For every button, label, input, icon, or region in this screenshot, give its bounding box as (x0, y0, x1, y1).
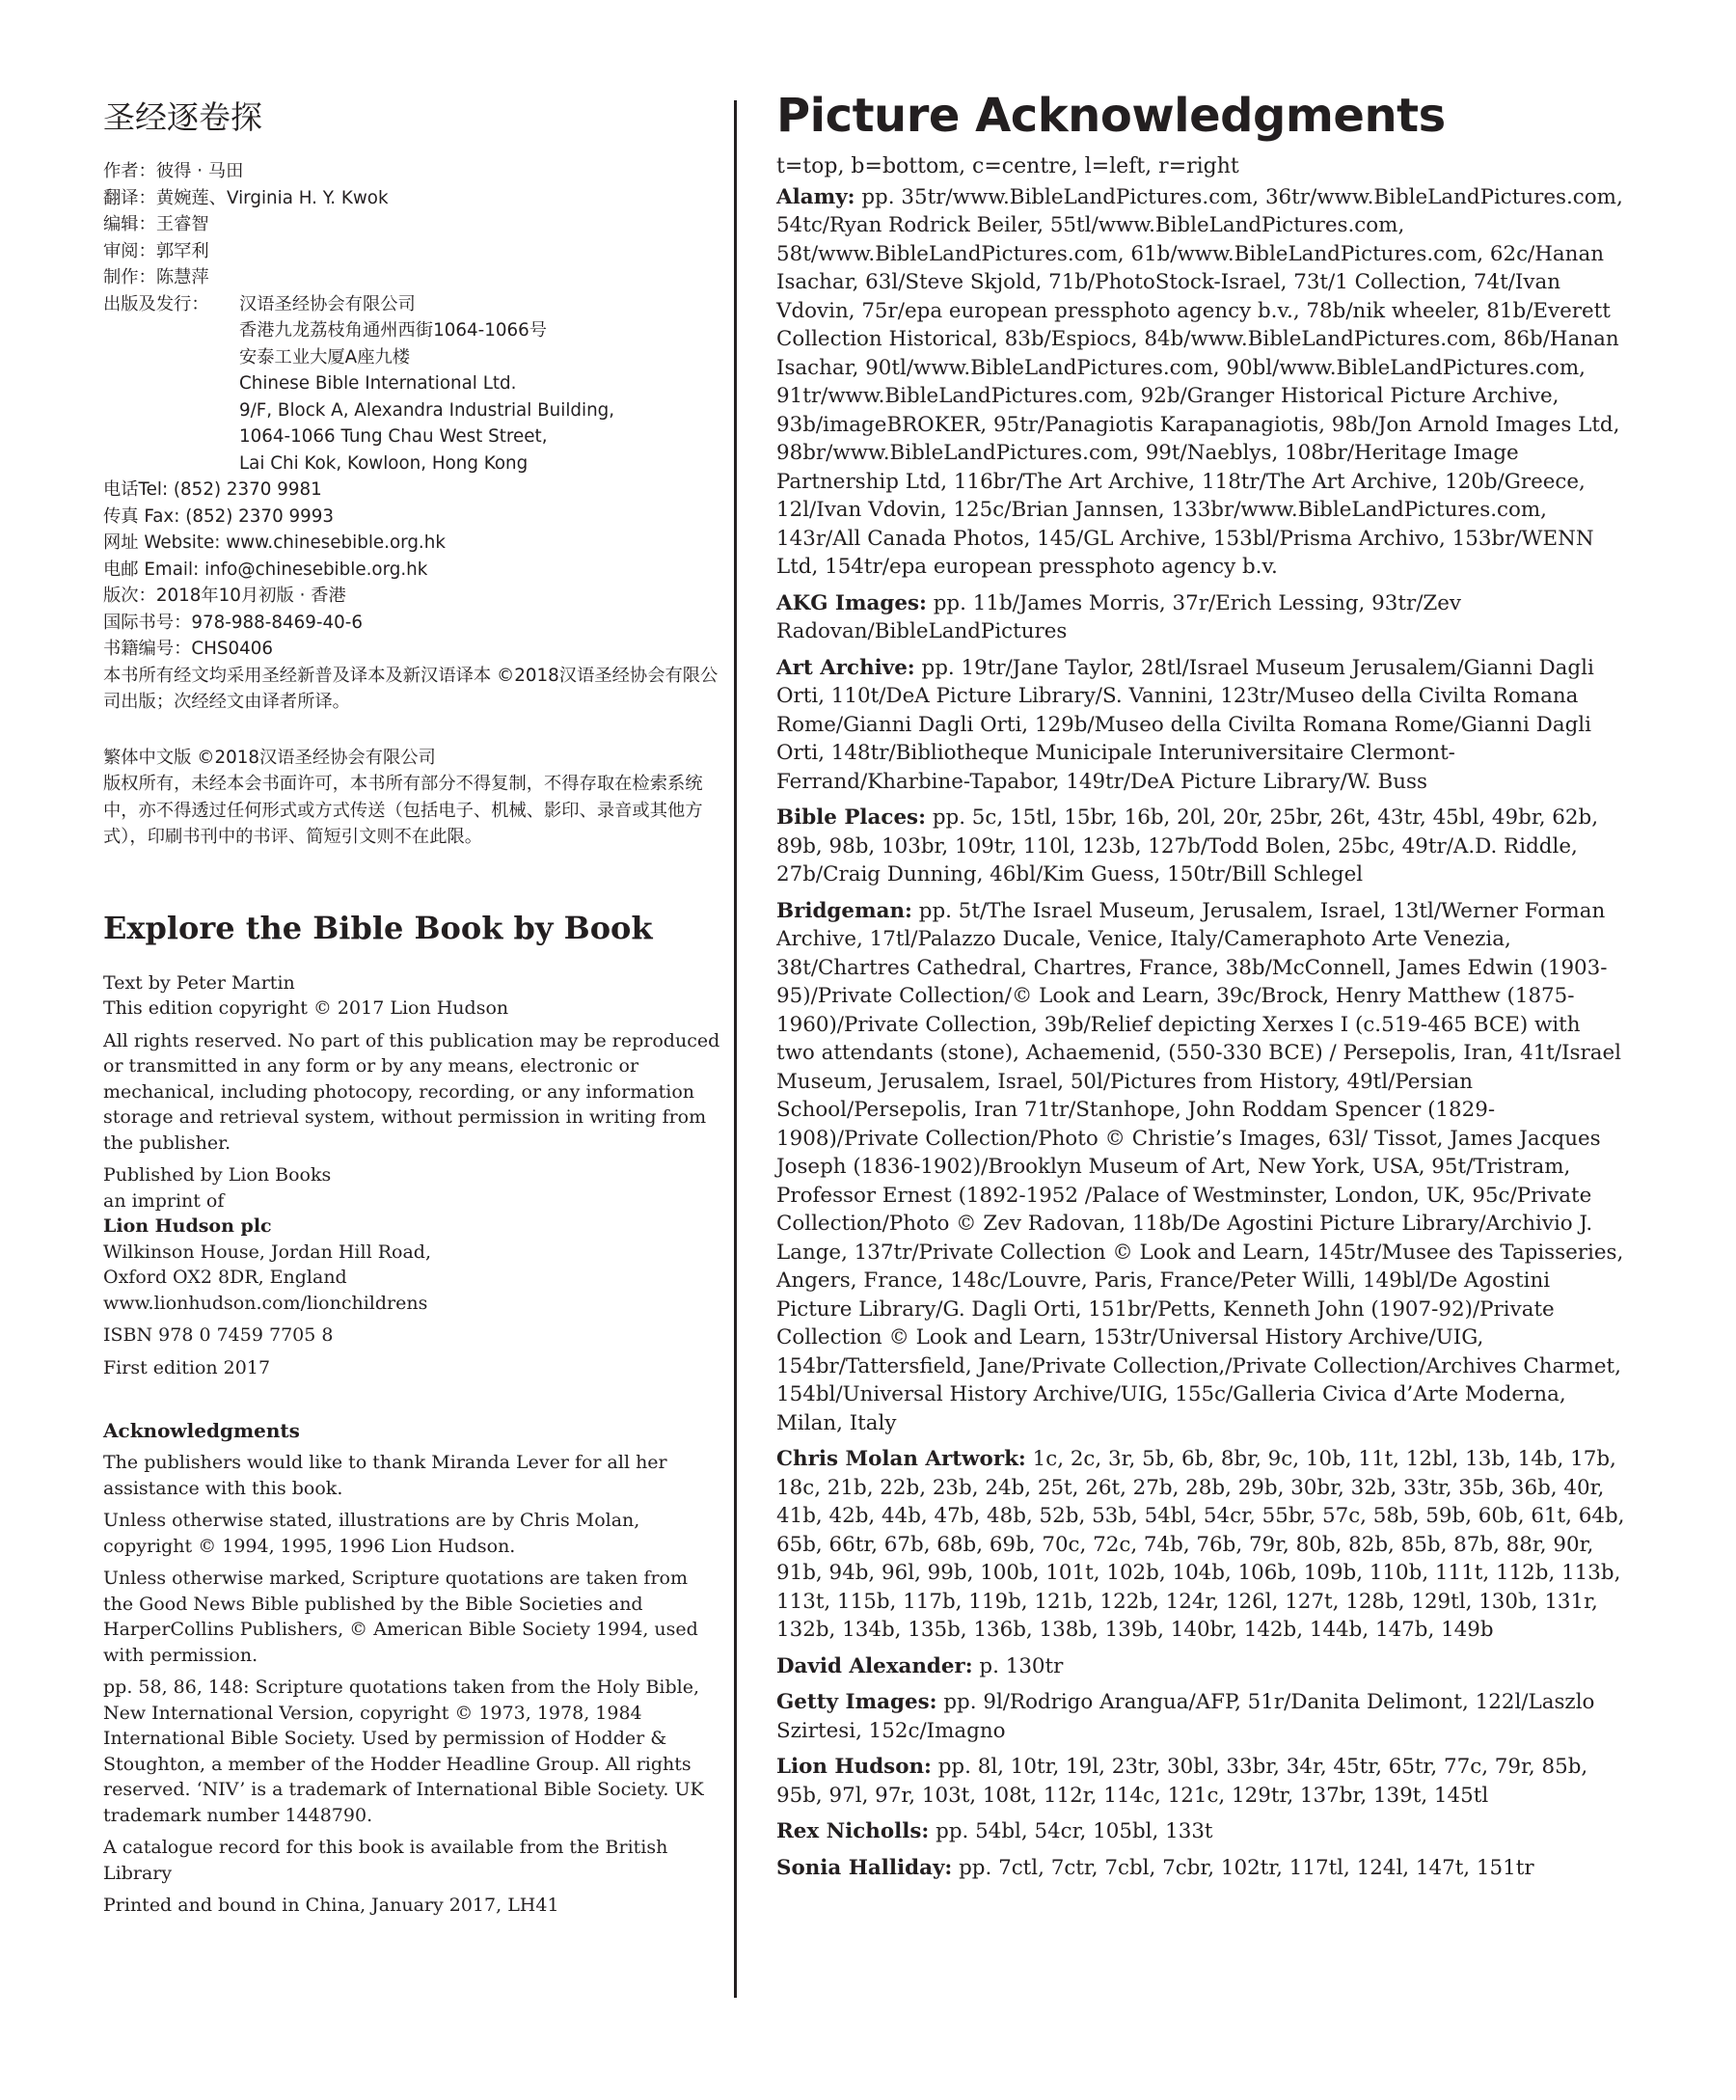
text-by: Text by Peter Martin (103, 971, 295, 994)
publisher-block (103, 291, 720, 477)
translator-line: 翻译：黄婉莲、Virginia H. Y. Kwok (103, 187, 389, 208)
credit-entry (776, 654, 1625, 797)
chinese-credits (103, 158, 720, 291)
credit-source: Art Archive: (776, 655, 915, 680)
credit-text: pp. 5c, 15tl, 15br, 16b, 20l, 20r, 25br, 26t, 43tr, 45bl, 49br, 62b, 89b, 98b, 103br, 109tr, 110l, 123b, 127b/Todd Bolen, 25bc, 49tr/A.D. Riddle, 27b/Craig Dunning, 46bl/Kim Guess, 150tr/Bill Schlegel (776, 805, 1599, 886)
publisher-label: 出版及发行： (103, 293, 209, 314)
chinese-title: 圣经逐卷探 (103, 98, 262, 136)
credit-text: p. 130tr (979, 1653, 1064, 1678)
position-legend: t=top, b=bottom, c=centre, l=left, r=right (776, 154, 1239, 178)
chinese-rights: 版权所有，未经本会书面许可，本书所有部分不得复制，不得存取在检索系统中，亦不得透过任何形式或方式传送（包括电子、机械、影印、录音或其他方式），印刷书刊中的书评、简短引文则不在此限。 (103, 774, 703, 847)
ack-paragraph: The publishers would like to thank Miranda Lever for all her assistance with this book. (103, 1452, 667, 1499)
publisher-line: 安泰工业大厦A座九楼 (239, 346, 411, 368)
picture-ack-title: Picture Acknowledgments (776, 89, 1446, 143)
publisher-line: Lai Chi Kok, Kowloon, Hong Kong (239, 452, 529, 474)
author-line: 作者：彼得 · 马田 (103, 161, 244, 181)
credit-source: Alamy: (776, 184, 855, 209)
credit-entry (776, 1445, 1625, 1645)
publisher-line: 汉语圣经协会有限公司 (239, 293, 416, 314)
ack-paragraph: Unless otherwise stated, illustrations are by Chris Molan, copyright © 1994, 1995, 1996 Lion Hudson. (103, 1510, 640, 1557)
credit-source: Lion Hudson: (776, 1755, 932, 1779)
ack-paragraph: pp. 58, 86, 148: Scripture quotations taken from the Holy Bible, New International Version, copyright © 1973, 1978, 1984 International Bible Society. Used by permission of Hodder & Stoughton, a member of the Hodder Headline Group. All rights reserved. ‘NIV’ is a trademark of International Bible Society. UK trademark number 1448790. (103, 1677, 704, 1826)
ack-paragraph: Printed and bound in China, January 2017, LH41 (103, 1895, 559, 1916)
phone-line: 电话Tel: (852) 2370 9981 (103, 479, 322, 500)
credit-text: pp. 54bl, 54cr, 105bl, 133t (936, 1819, 1213, 1843)
right-column (776, 89, 1625, 1890)
credit-source: Sonia Halliday: (776, 1855, 953, 1880)
acknowledgments-heading: Acknowledgments (103, 1419, 300, 1442)
website-line: 网址 Website: www.chinesebible.org.hk (103, 532, 446, 553)
credit-text: pp. 19tr/Jane Taylor, 28tl/Israel Museum Jerusalem/Gianni Dagli Orti, 110t/DeA Picture Library/S. Vannini, 123tr/Museo della Civilta Romana Rome/Gianni Dagli Orti, 129b/Museo della Civilta Romana Rome/Gianni Dagli Orti, 148tr/Bibliotheque Municipale Interuniversitaire Clermont-Ferrand/Kharbine-Tapabor, 149tr/DeA Picture Library/W. Buss (776, 655, 1594, 794)
credit-text: pp. 11b/James Morris, 37r/Erich Lessing, 93tr/Zev Radovan/BibleLandPictures (776, 590, 1462, 643)
credit-text: pp. 35tr/www.BibleLandPictures.com, 36tr/www.BibleLandPictures.com, 54tc/Ryan Rodrick Beiler, 55tl/www.BibleLandPictures.com, 58t/www.BibleLandPictures.com, 61b/www.BibleLandPictures.com, 62c/Hanan Isachar, 63l/Steve Skjold, 71b/PhotoStock-Israel, 73t/1 Collection, 74t/Ivan Vdovin, 75r/epa european pressphoto agency b.v., 78b/nik wheeler, 81b/Everett Collection Historical, 83b/Espiocs, 84b/www.BibleLandPictures.com, 86b/Hanan Isachar, 90tl/www.BibleLandPictures.com, 90bl/www.BibleLandPictures.com, 91tr/www.BibleLandPictures.com, 92b/Granger Historical Picture Archive, 93b/imageBROKER, 95tr/Panagiotis Karapanagiotis, 98b/Jon Arnold Images Ltd, 98br/www.BibleLandPictures.com, 99t/Naeblys, 108br/Heritage Image Partnership Ltd, 116br/The Art Archive, 118tr/The Art Archive, 120b/Greece, 12l/Ivan Vdovin, 125c/Brian Jannsen, 133br/www.BibleLandPictures.com, 143r/All Canada Photos, 145/GL Archive, 153bl/Prisma Archivo, 153br/WENN Ltd, 154tr/epa european pressphoto agency b.v. (776, 184, 1623, 579)
english-title: Explore the Bible Book by Book (103, 909, 653, 946)
publisher-line: Chinese Bible International Ltd. (239, 373, 517, 394)
fax-line: 传真 Fax: (852) 2370 9993 (103, 505, 335, 527)
publisher-line: 香港九龙荔枝角通州西街1064-1066号 (239, 320, 548, 341)
edition-line: 版次：2018年10月初版 · 香港 (103, 586, 346, 606)
published-by: Published by Lion Books (103, 1164, 332, 1186)
reviewer-line: 审阅：郭罕利 (103, 240, 209, 261)
editor-line: 编辑：王睿智 (103, 214, 209, 234)
imprint-line: an imprint of (103, 1189, 225, 1212)
first-edition: First edition 2017 (103, 1356, 271, 1378)
chinese-copyright: 繁体中文版 ©2018汉语圣经协会有限公司 (103, 747, 436, 768)
credit-source: Rex Nicholls: (776, 1819, 930, 1843)
credit-source: Chris Molan Artwork: (776, 1447, 1026, 1471)
credit-entry (776, 804, 1625, 889)
credit-entry (776, 1688, 1625, 1745)
credit-entry (776, 897, 1625, 1438)
publisher-address (239, 291, 614, 477)
book-code-line: 书籍编号：CHS0406 (103, 639, 274, 659)
rights-notice: All rights reserved. No part of this publication may be reproduced or transmitted in any form or by any means, electronic or mechanical, including photocopy, recording, or any information storage and retrieval system, without permission in writing from the publisher. (103, 1029, 720, 1154)
credit-entry (776, 1652, 1625, 1681)
isbn: ISBN 978 0 7459 7705 8 (103, 1324, 334, 1346)
chinese-contacts (103, 477, 720, 663)
ack-paragraph: A catalogue record for this book is available from the British Library (103, 1837, 668, 1884)
isbn-line: 国际书号：978-988-8469-40-6 (103, 612, 363, 633)
credit-source: Getty Images: (776, 1690, 937, 1714)
publisher-website: www.lionhudson.com/lionchildrens (103, 1292, 428, 1314)
column-divider (734, 100, 737, 1998)
left-column (103, 96, 720, 1925)
credit-text: pp. 5t/The Israel Museum, Jerusalem, Israel, 13tl/Werner Forman Archive, 17tl/Palazzo Ducale, Venice, Italy/Cameraphoto Arte Venezia, 38t/Chartres Cathedral, Chartres, France, 38b/McConnell, James Edwin (1903-95)/Private Collection/© Look and Learn, 39c/Brock, Henry Matthew (1875-1960)/Private Collection, 39b/Relief depicting Xerxes I (c.519-465 BCE) with two attendants (stone), Achaemenid, (550-330 BCE) / Persepolis, Iran, 41t/Israel Museum, Jerusalem, Israel, 50l/Pictures from History, 49tl/Persian School/Persepolis, Iran 71tr/Stanhope, John Roddam Spencer (1829-1908)/Private Collection/Photo © Christie’s Images, 63l/ Tissot, James Jacques Joseph (1836-1902)/Brooklyn Museum of Art, New York, USA, 95t/Tristram, Professor Ernest (1892-1952 /Palace of Westminster, London, UK, 95c/Private Collection/Photo © Zev Radovan, 118b/De Agostini Picture Library/Archivio J. Lange, 137tr/Private Collection © Look and Learn, 145tr/Musee des Tapisseries, Angers, France, 148c/Louvre, Paris, France/Peter Willi, 149bl/De Agostini Picture Library/G. Dagli Orti, 151br/Petts, Kenneth John (1907-92)/Private Collection © Look and Learn, 153tr/Universal History Archive/UIG, 154br/Tattersfield, Jane/Private Collection,/Private Collection/Archives Charmet, 154bl/Universal History Archive/UIG, 155c/Galleria Civica d’Arte Moderna, Milan, Italy (776, 898, 1624, 1435)
company-name: Lion Hudson plc (103, 1215, 272, 1237)
credit-text: pp. 7ctl, 7ctr, 7cbl, 7cbr, 102tr, 117tl, 124l, 147t, 151tr (959, 1855, 1534, 1880)
credit-source: David Alexander: (776, 1653, 973, 1678)
publisher-line: 9/F, Block A, Alexandra Industrial Building, (239, 399, 615, 421)
email-line: 电邮 Email: info@chinesebible.org.hk (103, 559, 428, 580)
edition-copyright: This edition copyright © 2017 Lion Hudson (103, 997, 509, 1019)
publisher-info (103, 1162, 720, 1316)
credit-text: pp. 9l/Rodrigo Arangua/AFP, 51r/Danita Delimont, 122l/Laszlo Szirtesi, 152c/Imagno (776, 1690, 1595, 1743)
credit-source: AKG Images: (776, 590, 927, 615)
credit-text: pp. 8l, 10tr, 19l, 23tr, 30bl, 33br, 34r, 45tr, 65tr, 77c, 79r, 85b, 95b, 97l, 97r, 103t, 108t, 112r, 114c, 121c, 129tr, 137br, 139t, 145tl (776, 1755, 1588, 1808)
scripture-note: 本书所有经文均采用圣经新普及译本及新汉语译本 ©2018汉语圣经协会有限公司出版；次经经文由译者所译。 (103, 665, 719, 712)
credit-entry (776, 1817, 1625, 1846)
production-line: 制作：陈慧萍 (103, 267, 209, 287)
address-line: Wilkinson House, Jordan Hill Road, (103, 1241, 431, 1263)
address-line: Oxford OX2 8DR, England (103, 1267, 347, 1288)
credit-source: Bridgeman: (776, 898, 912, 923)
credit-entry (776, 1753, 1625, 1810)
credit-entry (776, 589, 1625, 646)
ack-paragraph: Unless otherwise marked, Scripture quotations are taken from the Good News Bible published by the Bible Societies and HarperCollins Publishers, © American Bible Society 1994, used with permission. (103, 1568, 698, 1666)
credit-entry (776, 183, 1625, 582)
author-block (103, 970, 720, 1022)
publisher-line: 1064-1066 Tung Chau West Street, (239, 426, 548, 447)
credit-text: 1c, 2c, 3r, 5b, 6b, 8br, 9c, 10b, 11t, 12bl, 13b, 14b, 17b, 18c, 21b, 22b, 23b, 24b, 25t, 26t, 27b, 28b, 29b, 30br, 32b, 33tr, 35b, 36b, 40r, 41b, 42b, 44b, 47b, 48b, 52b, 53b, 54bl, 54cr, 55br, 57c, 58b, 59b, 60b, 61t, 64b, 65b, 66tr, 67b, 68b, 69b, 70c, 72c, 74b, 76b, 79r, 80b, 82b, 85b, 87b, 88r, 90r, 91b, 94b, 96l, 99b, 100b, 101t, 102b, 104b, 106b, 109b, 110b, 111t, 112b, 113b, 113t, 115b, 117b, 119b, 121b, 122b, 124r, 126l, 127t, 128b, 129tl, 130b, 131r, 132b, 134b, 135b, 136b, 138b, 139b, 140br, 142b, 144b, 147b, 149b (776, 1447, 1625, 1642)
credit-entry (776, 1854, 1625, 1883)
credit-source: Bible Places: (776, 805, 926, 830)
